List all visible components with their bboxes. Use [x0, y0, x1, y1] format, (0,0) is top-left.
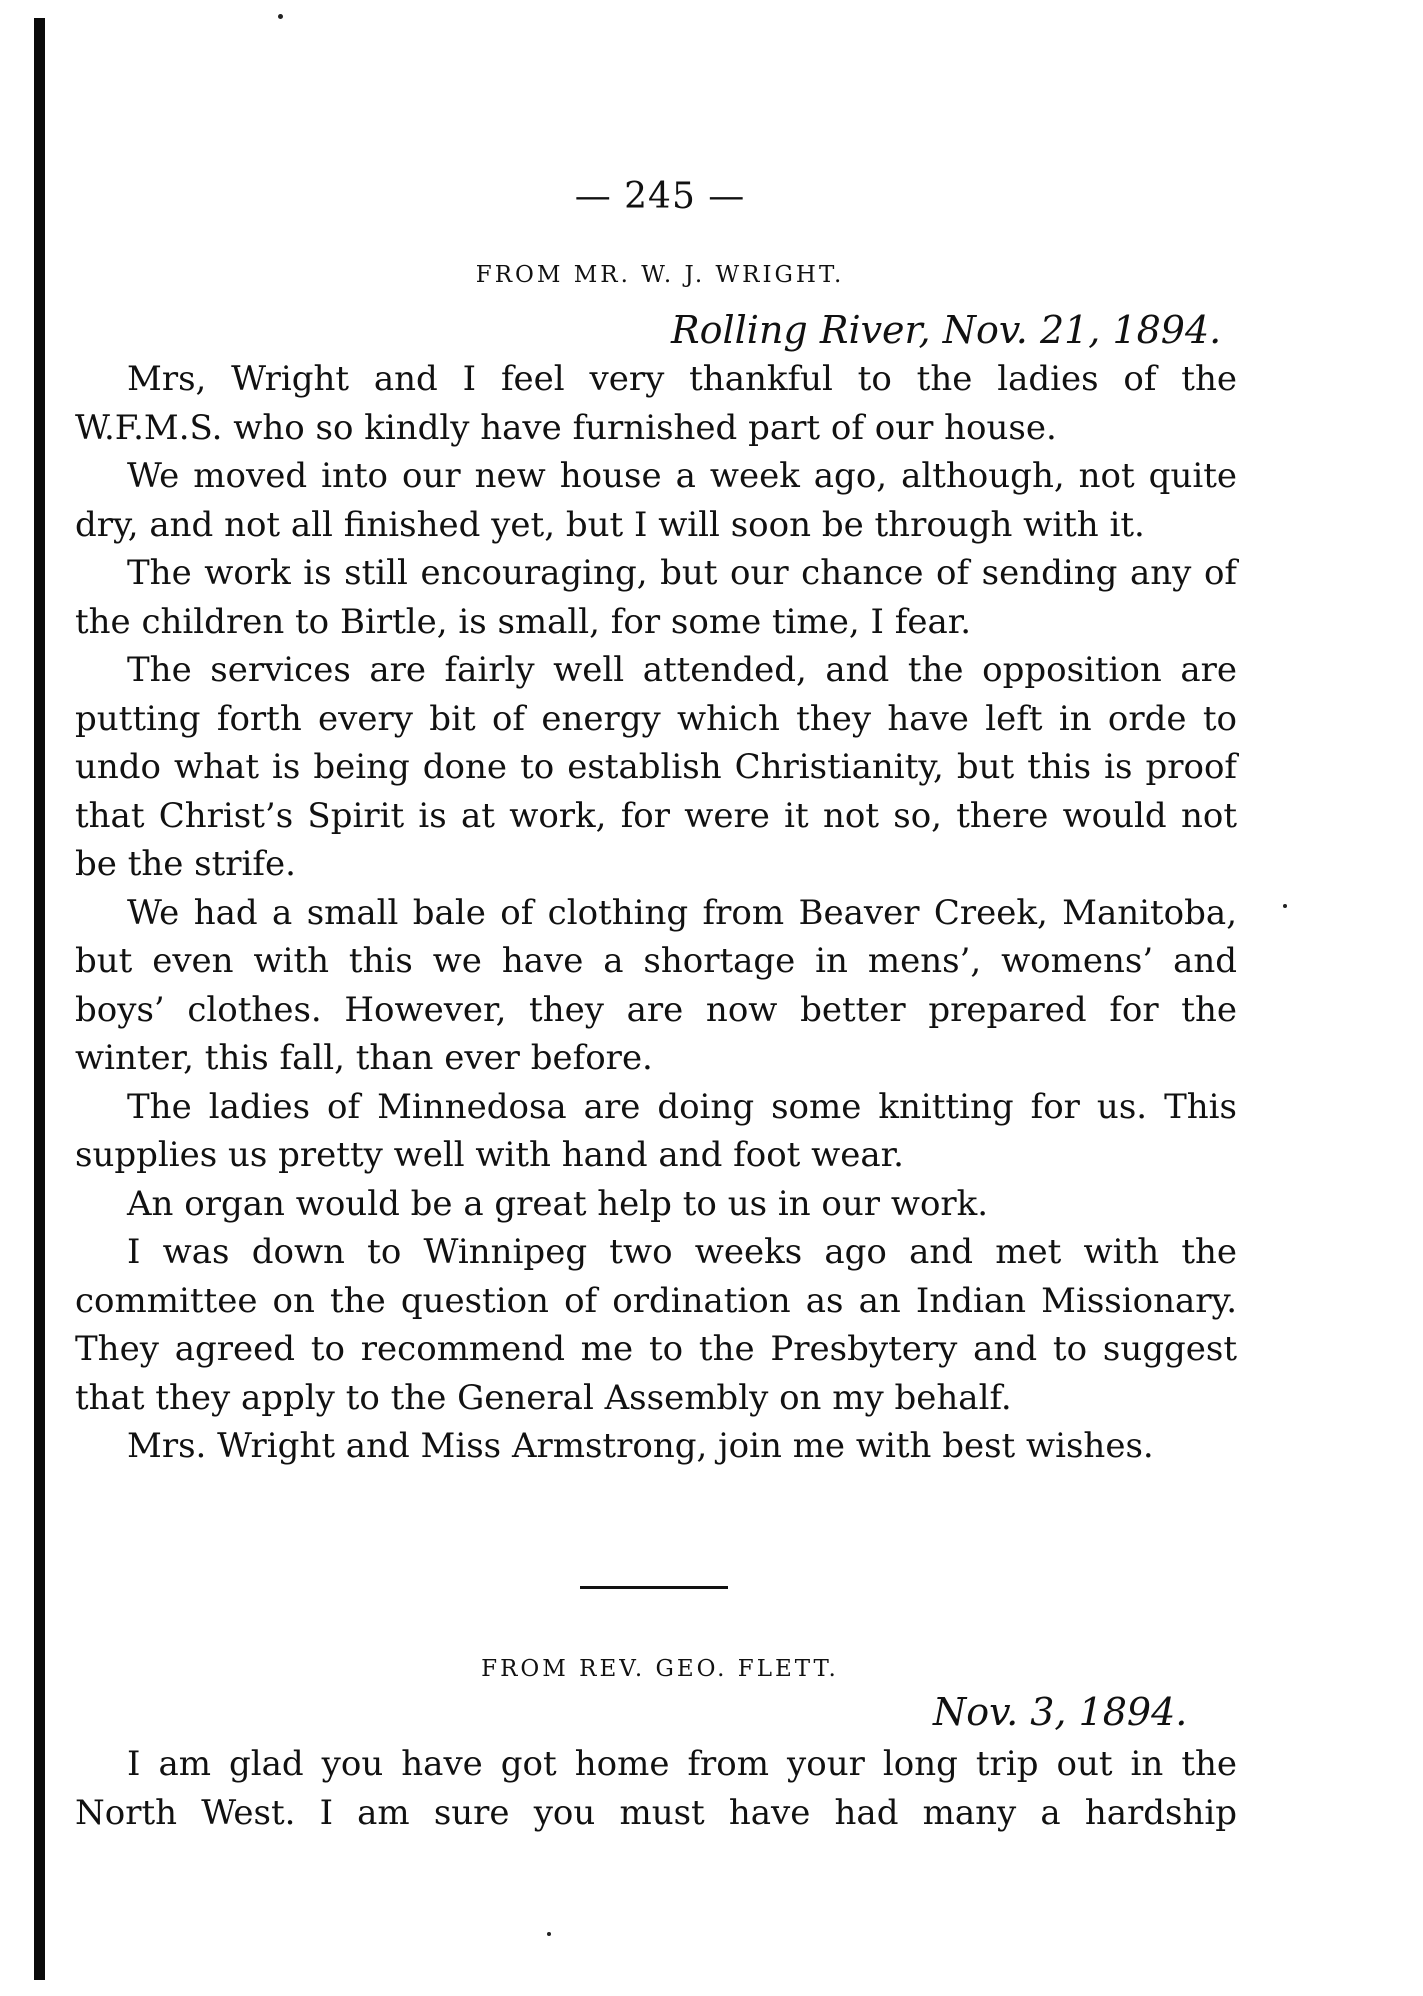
letter-paragraph: We had a small bale of clothing from Beaver Creek, Manitoba, but even with this we have a shortage in mens’, womens’ and boys’ clothes. However, they are now better prepared for the winter, this fall, than ever before.: [75, 892, 1237, 1078]
letter-body: [75, 1740, 1237, 1837]
section-divider: [580, 1586, 728, 1589]
letter-paragraph: The work is still encouraging, but our chance of sending any of the children to Birtle, is small, for some time, I fear.: [75, 553, 1237, 642]
letter-dateline: Rolling River, Nov. 21, 1894.: [671, 308, 1222, 352]
letter-paragraph: We moved into our new house a week ago, although, not quite dry, and not all finished yet, but I will soon be through with it.: [75, 456, 1237, 545]
page-number: — 245 —: [574, 176, 746, 217]
letter-heading: FROM MR. W. J. WRIGHT.: [475, 262, 845, 288]
letter-paragraph: I was down to Winnipeg two weeks ago and met with the committee on the question of ordination as an Indian Missionary. They agreed to recommend me to the Presbytery and to suggest that they apply to the General Assembly on my behalf.: [75, 1232, 1237, 1418]
letter-heading: FROM REV. GEO. FLETT.: [481, 1656, 839, 1682]
letter-body: [75, 355, 1237, 1471]
letter-paragraph: Mrs, Wright and I feel very thankful to the ladies of the W.F.M.S. who so kindly have furnished part of our house.: [75, 359, 1237, 448]
print-speck: [1283, 904, 1287, 908]
letter-dateline: Nov. 3, 1894.: [933, 1690, 1188, 1734]
letter-paragraph: The ladies of Minnedosa are doing some knitting for us. This supplies us pretty well with hand and foot wear.: [75, 1086, 1237, 1175]
letter-paragraph: I am glad you have got home from your long trip out in the North West. I am sure you must have had many a hardship: [75, 1744, 1237, 1833]
binding-edge: [34, 18, 45, 1980]
letter-paragraph: Mrs. Wright and Miss Armstrong, join me with best wishes.: [127, 1426, 1154, 1466]
document-page: [75, 0, 1245, 1996]
letter-paragraph: An organ would be a great help to us in our work.: [127, 1183, 989, 1224]
letter-paragraph: The services are fairly well attended, and the opposition are putting forth every bit of energy which they have left in orde to undo what is being done to establish Christianity, but this is proof that Christ’s Spirit is at work, for were it not so, there would not be the strife.: [75, 650, 1237, 884]
